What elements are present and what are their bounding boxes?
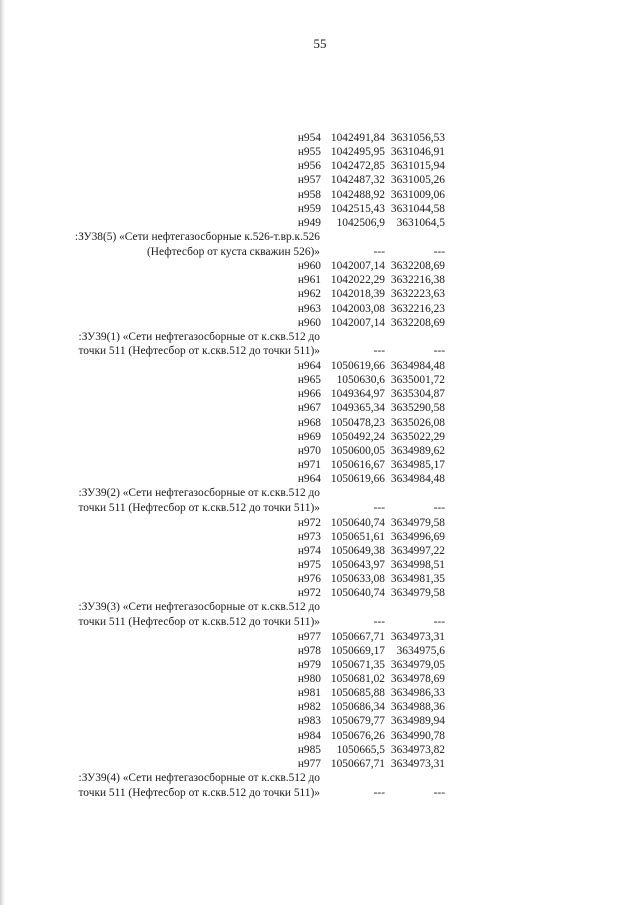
section-header-line — [0, 486, 640, 501]
point-row — [0, 145, 640, 159]
point-id: н977 — [297, 630, 321, 643]
coord-y: 3634988,36 — [390, 701, 445, 714]
coord-x: 1050667,71 — [330, 757, 385, 770]
point-id: н981 — [297, 687, 321, 700]
coord-x: 1050681,02 — [330, 672, 385, 685]
coord-x: 1042022,29 — [330, 274, 385, 287]
section-title: :ЗУ39(4) «Сети нефтегазосборные от к.скв.512 до — [78, 771, 320, 784]
point-row — [0, 430, 640, 444]
point-row — [0, 173, 640, 187]
coord-y: 3631009,06 — [390, 188, 445, 201]
coord-y: 3634984,48 — [390, 360, 445, 373]
coord-y: 3634989,62 — [390, 444, 445, 457]
coord-y: 3634998,51 — [390, 558, 445, 571]
point-row — [0, 516, 640, 530]
coord-y: 3634984,48 — [390, 473, 445, 486]
point-row — [0, 472, 640, 486]
coord-x: 1050671,35 — [330, 658, 385, 671]
point-id: н972 — [297, 516, 321, 529]
coord-y: 3634978,69 — [390, 672, 445, 685]
section-title: точки 511 (Нефтесбор от к.скв.512 до точки 511)» — [78, 786, 320, 799]
point-id: н955 — [297, 146, 321, 159]
section-header-line — [0, 771, 640, 786]
section-title: :ЗУ39(2) «Сети нефтегазосборные от к.скв.512 до — [78, 487, 320, 500]
point-row — [0, 387, 640, 401]
point-row — [0, 672, 640, 686]
section-header-line — [0, 344, 640, 359]
point-id: н979 — [297, 658, 321, 671]
coord-x: 1050669,17 — [330, 644, 385, 657]
point-id: н980 — [297, 672, 321, 685]
point-id: н982 — [297, 701, 321, 714]
coord-y: 3634990,78 — [390, 729, 445, 742]
coord-x: 1042506,9 — [336, 216, 385, 229]
point-row — [0, 259, 640, 273]
point-row — [0, 188, 640, 202]
dash-x: --- — [373, 501, 385, 514]
point-id: н970 — [297, 444, 321, 457]
coord-y: 3634989,94 — [390, 715, 445, 728]
point-id: н956 — [297, 160, 321, 173]
point-id: н960 — [297, 260, 321, 273]
section-header-line — [0, 330, 640, 345]
point-row — [0, 630, 640, 644]
coord-y: 3634973,31 — [390, 757, 445, 770]
dash-y: --- — [433, 245, 445, 258]
coord-x: 1050667,71 — [330, 630, 385, 643]
section-title: (Нефтесбор от куста скважин 526)» — [146, 245, 320, 258]
coord-x: 1050685,88 — [330, 687, 385, 700]
point-id: н965 — [297, 374, 321, 387]
point-row — [0, 373, 640, 387]
point-id: н972 — [297, 587, 321, 600]
coord-x: 1042495,95 — [330, 146, 385, 159]
point-id: н984 — [297, 729, 321, 742]
coord-y: 3631064,5 — [396, 216, 445, 229]
coord-y: 3635304,87 — [390, 388, 445, 401]
dash-y: --- — [433, 786, 445, 799]
section-title: точки 511 (Нефтесбор от к.скв.512 до точки 511)» — [78, 615, 320, 628]
point-row — [0, 558, 640, 572]
point-row — [0, 644, 640, 658]
point-row — [0, 131, 640, 145]
coord-x: 1050651,61 — [330, 530, 385, 543]
point-id: н973 — [297, 530, 321, 543]
point-row — [0, 316, 640, 330]
coord-y: 3634979,58 — [390, 587, 445, 600]
point-row — [0, 273, 640, 287]
coord-x: 1050676,26 — [330, 729, 385, 742]
point-row — [0, 658, 640, 672]
dash-y: --- — [433, 501, 445, 514]
coord-x: 1050616,67 — [330, 459, 385, 472]
coord-y: 3632208,69 — [390, 260, 445, 273]
dash-y: --- — [433, 615, 445, 628]
section-title: :ЗУ39(1) «Сети нефтегазосборные от к.скв.512 до — [78, 330, 320, 343]
coord-y: 3635026,08 — [390, 416, 445, 429]
coord-y: 3632216,23 — [390, 302, 445, 315]
point-row — [0, 359, 640, 373]
point-row — [0, 216, 640, 230]
section-title: точки 511 (Нефтесбор от к.скв.512 до точки 511)» — [78, 345, 320, 358]
coord-x: 1042487,32 — [330, 174, 385, 187]
point-id: н983 — [297, 715, 321, 728]
point-row — [0, 743, 640, 757]
coord-y: 3635290,58 — [390, 402, 445, 415]
coord-y: 3631044,58 — [390, 202, 445, 215]
coord-x: 1042018,39 — [330, 288, 385, 301]
coord-y: 3634975,6 — [396, 644, 445, 657]
point-row — [0, 572, 640, 586]
coord-x: 1050619,66 — [330, 360, 385, 373]
section-header-line — [0, 600, 640, 615]
point-id: н969 — [297, 430, 321, 443]
point-id: н967 — [297, 402, 321, 415]
point-id: н960 — [297, 316, 321, 329]
point-row — [0, 729, 640, 743]
coord-x: 1050640,74 — [330, 587, 385, 600]
coord-x: 1050633,08 — [330, 573, 385, 586]
dash-x: --- — [373, 786, 385, 799]
dash-x: --- — [373, 245, 385, 258]
section-header-line — [0, 615, 640, 630]
point-row — [0, 544, 640, 558]
coord-x: 1050686,34 — [330, 701, 385, 714]
point-id: н949 — [297, 216, 321, 229]
point-row — [0, 159, 640, 173]
coord-x: 1050640,74 — [330, 516, 385, 529]
point-row — [0, 444, 640, 458]
point-id: н962 — [297, 288, 321, 301]
coord-x: 1042003,08 — [330, 302, 385, 315]
coord-x: 1049365,34 — [330, 402, 385, 415]
coord-y: 3634985,17 — [390, 459, 445, 472]
coord-y: 3634986,33 — [390, 687, 445, 700]
coord-y: 3631046,91 — [390, 146, 445, 159]
point-id: н954 — [297, 132, 321, 144]
point-row — [0, 416, 640, 430]
coord-x: 1050630,6 — [336, 374, 385, 387]
section-header-line — [0, 230, 640, 245]
point-id: н975 — [297, 558, 321, 571]
coord-x: 1050619,66 — [330, 473, 385, 486]
coord-x: 1042491,84 — [330, 132, 385, 144]
dash-x: --- — [373, 615, 385, 628]
point-id: н971 — [297, 459, 321, 472]
coord-y: 3634996,69 — [390, 530, 445, 543]
point-row — [0, 700, 640, 714]
point-id: н964 — [297, 360, 321, 373]
point-id: н977 — [297, 757, 321, 770]
point-id: н976 — [297, 573, 321, 586]
coord-x: 1049364,97 — [330, 388, 385, 401]
point-id: н961 — [297, 274, 321, 287]
point-id: н968 — [297, 416, 321, 429]
coord-x: 1050665,5 — [336, 743, 385, 756]
coord-y: 3634997,22 — [390, 544, 445, 557]
coord-y: 3632208,69 — [390, 316, 445, 329]
point-row — [0, 202, 640, 216]
coord-x: 1050679,77 — [330, 715, 385, 728]
section-header-line — [0, 245, 640, 260]
point-row — [0, 401, 640, 415]
point-id: н974 — [297, 544, 321, 557]
coord-y: 3635001,72 — [390, 374, 445, 387]
coord-y: 3632223,63 — [390, 288, 445, 301]
dash-y: --- — [433, 345, 445, 358]
coord-y: 3631005,26 — [390, 174, 445, 187]
point-id: н985 — [297, 743, 321, 756]
point-row — [0, 530, 640, 544]
point-row — [0, 458, 640, 472]
point-id: н957 — [297, 174, 321, 187]
section-header-line — [0, 501, 640, 516]
point-row — [0, 586, 640, 600]
coord-y: 3634981,35 — [390, 573, 445, 586]
coord-y: 3634979,58 — [390, 516, 445, 529]
coordinates-table — [0, 131, 640, 800]
point-row — [0, 302, 640, 316]
point-row — [0, 757, 640, 771]
point-id: н966 — [297, 388, 321, 401]
coord-x: 1042007,14 — [330, 260, 385, 273]
coord-x: 1042472,85 — [330, 160, 385, 173]
coord-y: 3632216,38 — [390, 274, 445, 287]
coord-y: 3631056,53 — [390, 132, 445, 144]
section-title: :ЗУ38(5) «Сети нефтегазосборные к.526-т.вр.к.526 — [74, 230, 320, 243]
coord-x: 1042515,43 — [330, 202, 385, 215]
coord-y: 3631015,94 — [390, 160, 445, 173]
section-header-line — [0, 786, 640, 801]
point-id: н963 — [297, 302, 321, 315]
coord-x: 1050600,05 — [330, 444, 385, 457]
coord-y: 3634979,05 — [390, 658, 445, 671]
coord-y: 3634973,82 — [390, 743, 445, 756]
point-id: н959 — [297, 202, 321, 215]
point-row — [0, 686, 640, 700]
point-row — [0, 714, 640, 728]
point-id: н958 — [297, 188, 321, 201]
coord-x: 1050649,38 — [330, 544, 385, 557]
coord-x: 1042488,92 — [330, 188, 385, 201]
coord-x: 1050478,23 — [330, 416, 385, 429]
point-row — [0, 287, 640, 301]
coord-x: 1050643,97 — [330, 558, 385, 571]
point-id: н964 — [297, 473, 321, 486]
coord-y: 3635022,29 — [390, 430, 445, 443]
point-id: н978 — [297, 644, 321, 657]
page-number: 55 — [313, 36, 327, 51]
coord-y: 3634973,31 — [390, 630, 445, 643]
dash-x: --- — [373, 345, 385, 358]
coord-x: 1050492,24 — [330, 430, 385, 443]
coord-x: 1042007,14 — [330, 316, 385, 329]
section-title: :ЗУ39(3) «Сети нефтегазосборные от к.скв.512 до — [78, 601, 320, 614]
section-title: точки 511 (Нефтесбор от к.скв.512 до точки 511)» — [78, 501, 320, 514]
